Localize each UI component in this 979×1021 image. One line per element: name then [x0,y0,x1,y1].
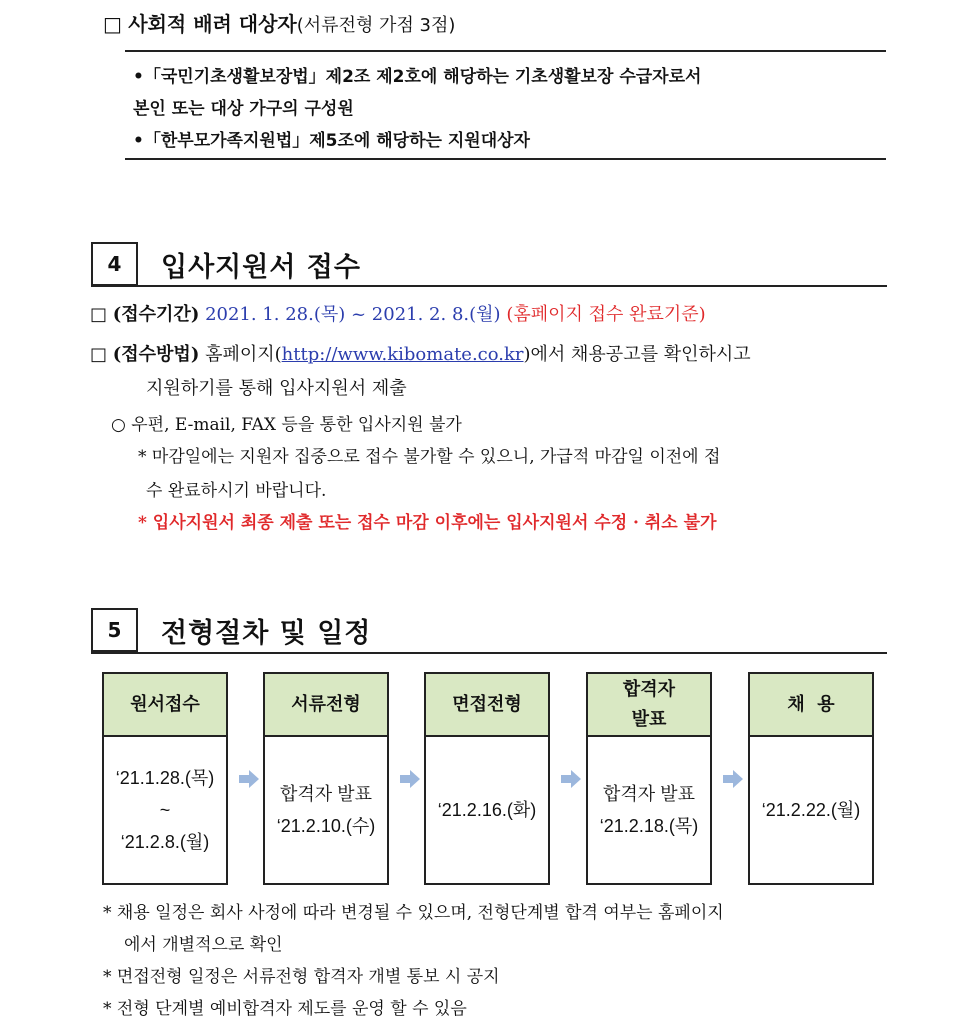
step-application [102,672,228,885]
social-bullet-1-cont: 본인 또는 대상 가구의 구성원 [133,99,354,119]
period-label: (접수기간) [112,304,200,325]
section-5-underline [91,652,887,654]
social-section-heading [103,8,455,37]
step-label: 서류전형 [265,674,387,737]
section-4-number: 4 [91,242,138,286]
method-label: (접수방법) [112,344,200,365]
social-bullet-1: •「국민기초생활보장법」제2조 제2호에 해당하는 기초생활보장 수급자로서 [133,67,702,87]
schedule-note-1-cont: 에서 개별적으로 확인 [124,935,283,955]
checkbox-glyph: □ [90,304,108,325]
social-title: 사회적 배려 대상자 [128,12,297,36]
step-detail: 합격자 발표 ‘21.2.10.(수) [276,784,376,836]
step-detail: ‘21.2.22.(월) [761,800,861,820]
section-4-underline [91,285,887,287]
arrow-right-icon [399,768,421,790]
deadline-note-2: 수 완료하시기 바랍니다. [146,481,327,501]
step-label: 합격자 발표 [588,674,710,737]
schedule-note-2: * 면접전형 일정은 서류전형 합격자 개별 통보 시 공지 [103,967,500,987]
deadline-note-1: * 마감일에는 지원자 집중으로 접수 불가할 수 있으니, 가급적 마감일 이전에 접 [138,447,721,467]
schedule-note-1: * 채용 일정은 회사 사정에 따라 변경될 수 있으며, 전형단계별 합격 여부는 홈페이지 [103,903,724,923]
schedule-note-3: * 전형 단계별 예비합격자 제도를 운영 할 수 있음 [103,999,467,1019]
step-label: 면접전형 [426,674,548,737]
step-detail: ‘21.1.28.(목) ~ ‘21.2.8.(월) [115,768,215,852]
period-note: (홈페이지 접수 완료기준) [506,304,706,325]
step-interview [424,672,550,885]
step-detail: ‘21.2.16.(화) [437,800,537,820]
step-final-announcement [586,672,712,885]
method-prefix: 홈페이지( [205,344,282,365]
application-period [90,300,706,326]
arrow-right-icon [722,768,744,790]
social-subtitle: (서류전형 가점 3점) [296,15,456,36]
period-dates: 2021. 1. 28.(목) ~ 2021. 2. 8.(월) [205,304,501,325]
arrow-right-icon [238,768,260,790]
application-method [90,340,751,366]
section-4-title: 입사지원서 접수 [161,252,361,283]
step-label: 채 용 [750,674,872,737]
method-line-2: 지원하기를 통해 입사지원서 제출 [146,378,407,399]
social-bullet-2: •「한부모가족지원법」제5조에 해당하는 지원대상자 [133,131,530,151]
checkbox-glyph: □ [103,12,122,36]
edit-cancel-warning: * 입사지원서 최종 제출 또는 접수 마감 이후에는 입사지원서 수정 · 취소 불가 [138,513,717,533]
divider [125,158,886,160]
step-hiring [748,672,874,885]
checkbox-glyph: □ [90,344,108,365]
method-suffix: )에서 채용공고를 확인하시고 [523,344,751,365]
divider [125,50,886,52]
step-label: 원서접수 [104,674,226,737]
arrow-right-icon [560,768,582,790]
homepage-link[interactable]: http://www.kibomate.co.kr [281,344,524,365]
step-document-screening [263,672,389,885]
section-5-title: 전형절차 및 일정 [161,618,372,649]
step-detail: 합격자 발표 ‘21.2.18.(목) [599,784,699,836]
no-other-channels: ○ 우편, E-mail, FAX 등을 통한 입사지원 불가 [111,415,462,435]
section-5-number: 5 [91,608,138,652]
